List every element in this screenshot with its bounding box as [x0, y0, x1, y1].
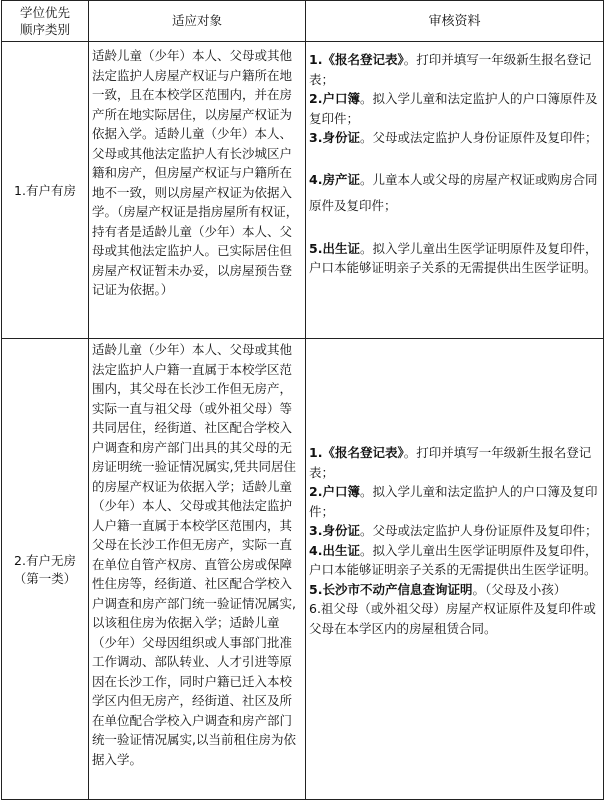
row2-category	[2, 339, 89, 800]
doc-text: 。父母或法定监护人身份证原件及复印件；	[359, 523, 598, 538]
row2-docs	[306, 339, 604, 800]
header-review-docs: 审核资料	[306, 1, 604, 42]
doc-label: 4.房产证	[309, 172, 360, 187]
row2-doc-5	[309, 580, 600, 600]
doc-text: 。（父母及小孩）	[472, 581, 567, 597]
row2-category-line2: （第一类）	[13, 571, 77, 586]
table-header-row	[2, 1, 604, 42]
row2-doc-3	[309, 521, 600, 541]
doc-label: 5.长沙市不动产信息查询证明	[309, 581, 473, 597]
doc-text: 。父母或法定监护人身份证原件及复印件；	[359, 130, 598, 145]
table-row	[2, 42, 604, 339]
header-priority-category: 学位优先 顺序类别	[2, 1, 89, 42]
row2-doc-4	[309, 541, 600, 580]
doc-label: 2.户口簿	[309, 91, 360, 106]
doc-text: 。拟入学儿童和法定监护人的户口簿及复印件；	[309, 484, 598, 519]
doc-text: 6.祖父母（或外祖父母）房屋产权证原件及复印件或父母在本学区内的房屋租赁合同。	[309, 601, 596, 636]
row1-docs	[306, 42, 604, 339]
row1-target: 适龄儿童（少年）本人、父母或其他法定监护人房屋产权证与户籍所在地一致，且在本校学区范围内，并在房产所在地实际居住，以房屋产权证为依据入学。适龄儿童（少年）本人、父母或其他法定监护人有长沙城区户籍和房产，但房屋产权证与户籍所在地不一致，则以房屋产权证为依据入学。（房屋产权证是指房屋所有权证，持有者是适龄儿童（少年）本人、父母或其他法定监护人。已实际居住但房屋产权证暂未办妥，以房屋预告登记证为依据。）	[89, 42, 306, 339]
row1-doc-1	[309, 50, 600, 89]
row1-category: 1.有户有房	[2, 42, 89, 339]
row1-doc-4	[309, 167, 600, 219]
row2-target: 适龄儿童（少年）本人、父母或其他法定监护人户籍一直属于本校学区范围内，其父母在长沙工作但无房产，实际一直与祖父母（或外祖父母）等共同居住，经街道、社区配合学校入户调查和房产部门出具的其父母的无房证明统一验证情况属实,凭共同居住的房屋产权证为依据入学；适龄儿童（少年）本人、父母或其他法定监护人户籍一直属于本校学区范围内，其父母在长沙工作但无房产，实际一直在单位自管产权房、直管公房或保障性住房等，经街道、社区配合学校入户调查和房产部门统一验证情况属实,以该租住房为依据入学；适龄儿童（少年）父母因组织或人事部门批准工作调动、部队转业、人才引进等原因在长沙工作，同时户籍已迁入本校学区内但无房产，经街道、社区及所在单位配合学校入户调查和房产部门统一验证情况属实,以当前租住房为依据入学。	[89, 339, 306, 800]
doc-label: 1.《报名登记表》	[309, 445, 404, 460]
doc-label: 4.出生证	[309, 542, 360, 558]
doc-label: 5.出生证	[309, 240, 360, 256]
admission-table	[1, 0, 604, 800]
row2-doc-1	[309, 443, 600, 482]
doc-label: 3.身份证	[309, 130, 360, 145]
doc-label: 1.《报名登记表》	[309, 52, 404, 67]
row2-category-line1: 2.有户无房	[14, 553, 76, 568]
row1-doc-3	[309, 128, 600, 148]
row1-doc-2	[309, 89, 600, 128]
row1-doc-5	[309, 239, 600, 278]
doc-text: 。拟入学儿童和法定监护人的户口簿原件及复印件；	[309, 91, 598, 126]
header-target: 适应对象	[89, 1, 306, 42]
row2-doc-6	[309, 599, 600, 638]
table-row	[2, 339, 604, 800]
row2-doc-2	[309, 482, 600, 521]
doc-text: 。打印并填写一年级新生报名登记表；	[309, 445, 592, 480]
doc-text: 。拟入学儿童出生医学证明原件及复印件，户口本能够证明亲子关系的无需提供出生医学证明。	[309, 542, 598, 577]
doc-text: 。打印并填写一年级新生报名登记表；	[309, 52, 592, 87]
doc-text: 。儿童本人或父母的房屋产权证或购房合同原件及复印件；	[309, 172, 598, 213]
doc-label: 2.户口簿	[309, 484, 360, 499]
doc-text: 。拟入学儿童出生医学证明原件及复印件，户口本能够证明亲子关系的无需提供出生医学证明。	[309, 240, 598, 275]
doc-label: 3.身份证	[309, 523, 360, 538]
